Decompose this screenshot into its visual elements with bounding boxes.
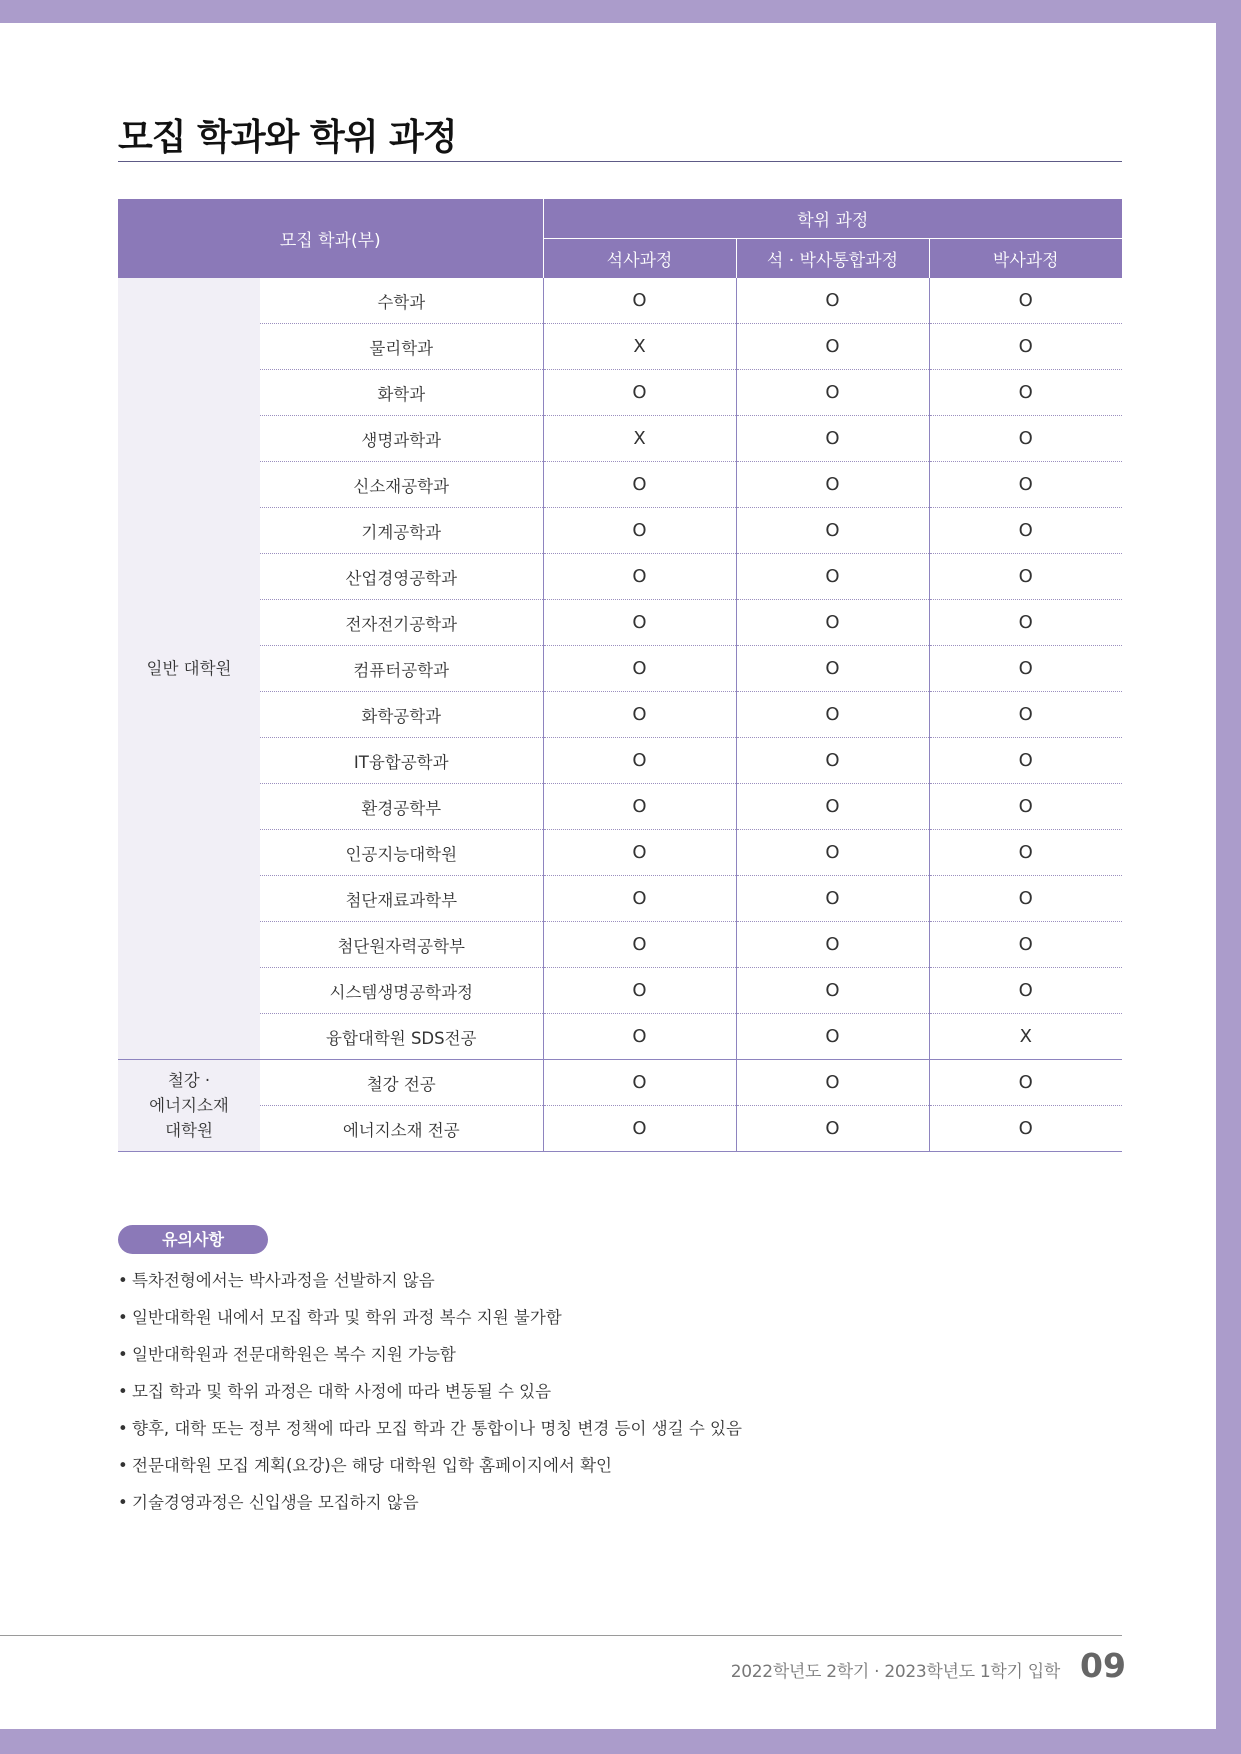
page xyxy=(0,23,1216,1729)
masters-mark: O xyxy=(543,554,736,600)
department-name: 전자전기공학과 xyxy=(260,600,543,646)
table-row xyxy=(118,462,1122,508)
doctoral-mark: O xyxy=(929,554,1122,600)
doctoral-mark: O xyxy=(929,462,1122,508)
bullet-icon: • xyxy=(118,1456,128,1475)
doctoral-mark: O xyxy=(929,278,1122,324)
table-row xyxy=(118,876,1122,922)
integrated-mark: O xyxy=(736,416,929,462)
masters-mark: O xyxy=(543,784,736,830)
integrated-mark: O xyxy=(736,278,929,324)
note-text: 기술경영과정은 신입생을 모집하지 않음 xyxy=(132,1493,419,1512)
bullet-icon: • xyxy=(118,1271,128,1290)
integrated-mark: O xyxy=(736,1106,929,1152)
table-row xyxy=(118,830,1122,876)
notes-badge: 유의사항 xyxy=(118,1225,268,1254)
bullet-icon: • xyxy=(118,1345,128,1364)
group-label: 일반 대학원 xyxy=(118,278,260,1060)
department-name: 컴퓨터공학과 xyxy=(260,646,543,692)
header-masters: 석사과정 xyxy=(543,239,736,279)
integrated-mark: O xyxy=(736,738,929,784)
note-item xyxy=(118,1379,742,1416)
masters-mark: O xyxy=(543,1106,736,1152)
bullet-icon: • xyxy=(118,1308,128,1327)
masters-mark: O xyxy=(543,876,736,922)
doctoral-mark: O xyxy=(929,416,1122,462)
masters-mark: O xyxy=(543,738,736,784)
masters-mark: O xyxy=(543,922,736,968)
note-item xyxy=(118,1305,742,1342)
doctoral-mark: O xyxy=(929,1060,1122,1106)
table-row xyxy=(118,1060,1122,1106)
doctoral-mark: O xyxy=(929,646,1122,692)
integrated-mark: O xyxy=(736,922,929,968)
table-row xyxy=(118,1014,1122,1060)
department-name: 에너지소재 전공 xyxy=(260,1106,543,1152)
doctoral-mark: O xyxy=(929,370,1122,416)
integrated-mark: O xyxy=(736,462,929,508)
table-row xyxy=(118,646,1122,692)
doctoral-mark: O xyxy=(929,876,1122,922)
department-name: 화학공학과 xyxy=(260,692,543,738)
table-row xyxy=(118,278,1122,324)
masters-mark: O xyxy=(543,1060,736,1106)
integrated-mark: O xyxy=(736,968,929,1014)
program-table xyxy=(118,199,1122,1152)
masters-mark: X xyxy=(543,324,736,370)
department-name: 산업경영공학과 xyxy=(260,554,543,600)
note-text: 일반대학원 내에서 모집 학과 및 학위 과정 복수 지원 불가함 xyxy=(132,1308,562,1327)
table-row xyxy=(118,324,1122,370)
department-name: 기계공학과 xyxy=(260,508,543,554)
doctoral-mark: O xyxy=(929,692,1122,738)
table-row xyxy=(118,416,1122,462)
note-item xyxy=(118,1453,742,1490)
doctoral-mark: O xyxy=(929,508,1122,554)
masters-mark: O xyxy=(543,508,736,554)
integrated-mark: O xyxy=(736,370,929,416)
department-name: 신소재공학과 xyxy=(260,462,543,508)
note-item xyxy=(118,1268,742,1305)
doctoral-mark: O xyxy=(929,324,1122,370)
masters-mark: O xyxy=(543,278,736,324)
note-text: 모집 학과 및 학위 과정은 대학 사정에 따라 변동될 수 있음 xyxy=(132,1382,552,1401)
department-name: 생명과학과 xyxy=(260,416,543,462)
title-divider xyxy=(118,161,1122,162)
integrated-mark: O xyxy=(736,554,929,600)
department-name: 첨단원자력공학부 xyxy=(260,922,543,968)
header-degree: 학위 과정 xyxy=(543,199,1122,239)
notes-list xyxy=(118,1268,742,1527)
note-item xyxy=(118,1490,742,1527)
note-text: 전문대학원 모집 계획(요강)은 해당 대학원 입학 홈페이지에서 확인 xyxy=(132,1456,612,1475)
masters-mark: O xyxy=(543,968,736,1014)
integrated-mark: O xyxy=(736,692,929,738)
integrated-mark: O xyxy=(736,600,929,646)
integrated-mark: O xyxy=(736,324,929,370)
department-name: 융합대학원 SDS전공 xyxy=(260,1014,543,1060)
table-row xyxy=(118,692,1122,738)
note-text: 특차전형에서는 박사과정을 선발하지 않음 xyxy=(132,1271,435,1290)
header-department: 모집 학과(부) xyxy=(118,199,543,278)
doctoral-mark: O xyxy=(929,600,1122,646)
table-row xyxy=(118,922,1122,968)
doctoral-mark: O xyxy=(929,922,1122,968)
table-row xyxy=(118,600,1122,646)
table-row xyxy=(118,554,1122,600)
masters-mark: O xyxy=(543,646,736,692)
table-row xyxy=(118,370,1122,416)
footer-text: 2022학년도 2학기 · 2023학년도 1학기 입학 xyxy=(730,1662,1060,1682)
integrated-mark: O xyxy=(736,876,929,922)
header-integrated: 석 · 박사통합과정 xyxy=(736,239,929,279)
masters-mark: O xyxy=(543,370,736,416)
page-title: 모집 학과와 학위 과정 xyxy=(118,117,457,158)
integrated-mark: O xyxy=(736,1014,929,1060)
masters-mark: O xyxy=(543,462,736,508)
department-name: 화학과 xyxy=(260,370,543,416)
bullet-icon: • xyxy=(118,1419,128,1438)
table-row xyxy=(118,1106,1122,1152)
header-doctoral: 박사과정 xyxy=(929,239,1122,279)
note-text: 일반대학원과 전문대학원은 복수 지원 가능함 xyxy=(132,1345,456,1364)
table-row xyxy=(118,508,1122,554)
bullet-icon: • xyxy=(118,1493,128,1512)
masters-mark: O xyxy=(543,830,736,876)
integrated-mark: O xyxy=(736,508,929,554)
department-name: IT융합공학과 xyxy=(260,738,543,784)
department-name: 인공지능대학원 xyxy=(260,830,543,876)
department-name: 시스템생명공학과정 xyxy=(260,968,543,1014)
doctoral-mark: X xyxy=(929,1014,1122,1060)
integrated-mark: O xyxy=(736,646,929,692)
department-name: 철강 전공 xyxy=(260,1060,543,1106)
note-item xyxy=(118,1342,742,1379)
table-row xyxy=(118,738,1122,784)
department-name: 첨단재료과학부 xyxy=(260,876,543,922)
masters-mark: O xyxy=(543,1014,736,1060)
masters-mark: O xyxy=(543,692,736,738)
masters-mark: X xyxy=(543,416,736,462)
note-item xyxy=(118,1416,742,1453)
integrated-mark: O xyxy=(736,1060,929,1106)
table-row xyxy=(118,968,1122,1014)
doctoral-mark: O xyxy=(929,830,1122,876)
department-name: 환경공학부 xyxy=(260,784,543,830)
department-name: 수학과 xyxy=(260,278,543,324)
bullet-icon: • xyxy=(118,1382,128,1401)
group-label: 철강 · 에너지소재 대학원 xyxy=(118,1060,260,1152)
page-number: 09 xyxy=(1080,1646,1126,1685)
department-name: 물리학과 xyxy=(260,324,543,370)
doctoral-mark: O xyxy=(929,738,1122,784)
doctoral-mark: O xyxy=(929,968,1122,1014)
integrated-mark: O xyxy=(736,784,929,830)
table-row xyxy=(118,784,1122,830)
integrated-mark: O xyxy=(736,830,929,876)
doctoral-mark: O xyxy=(929,784,1122,830)
doctoral-mark: O xyxy=(929,1106,1122,1152)
note-text: 향후, 대학 또는 정부 정책에 따라 모집 학과 간 통합이나 명칭 변경 등이 생길 수 있음 xyxy=(132,1419,742,1438)
footer-divider xyxy=(0,1635,1122,1636)
masters-mark: O xyxy=(543,600,736,646)
